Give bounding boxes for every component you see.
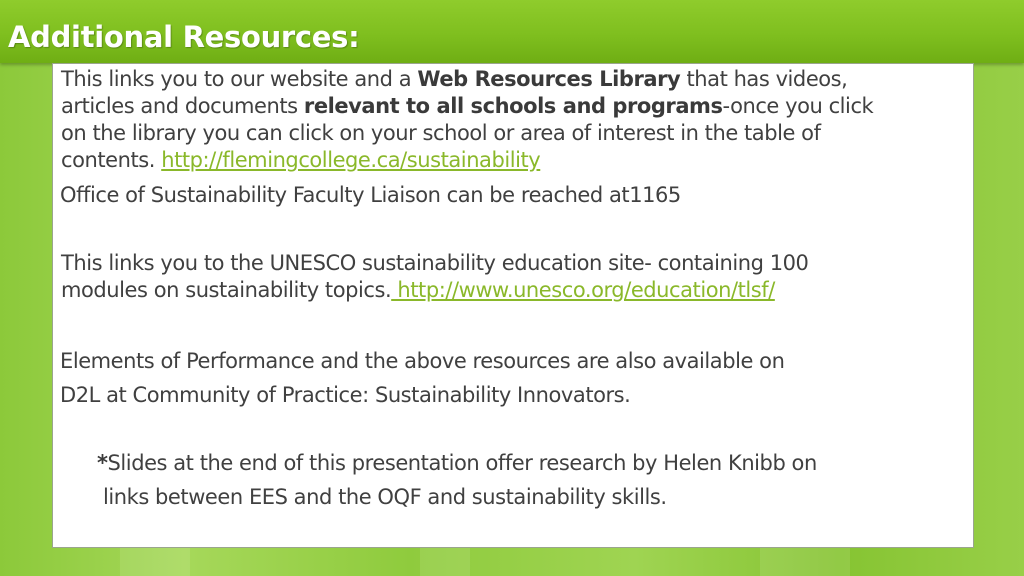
- title-bar: [0, 0, 1024, 63]
- bold-text: relevant to all schools and programs: [303, 94, 723, 118]
- text: D2L at Community of Practice: Sustainability Innovators.: [60, 383, 631, 407]
- text: articles and documents: [61, 94, 304, 118]
- text: modules on sustainability topics.: [61, 278, 392, 302]
- text: that has videos,: [680, 67, 848, 91]
- bold-text: Web Resources Library: [417, 67, 681, 91]
- text: -once you click: [722, 94, 874, 118]
- text: on the library you can click on your school or area of interest in the table of: [61, 121, 821, 145]
- text: contents.: [61, 148, 162, 172]
- text: This links you to our website and a: [61, 67, 418, 91]
- fleming-sustainability-link[interactable]: http://flemingcollege.ca/sustainability: [161, 148, 541, 172]
- text: Elements of Performance and the above resources are also available on: [60, 349, 785, 373]
- slide-title: Additional Resources:: [8, 20, 360, 54]
- text: links between EES and the OQF and sustainability skills.: [103, 485, 667, 509]
- paragraph-d2l: [60, 344, 784, 412]
- unesco-link[interactable]: http://www.unesco.org/education/tlsf/: [391, 278, 775, 302]
- paragraph-website: [61, 66, 873, 174]
- text: This links you to the UNESCO sustainability education site- containing 100: [61, 251, 809, 275]
- content-box: [52, 63, 974, 548]
- paragraph-unesco: [61, 250, 808, 304]
- paragraph-slides-note: [97, 446, 817, 514]
- text: Slides at the end of this presentation offer research by Helen Knibb on: [107, 451, 817, 475]
- paragraph-liaison: Office of Sustainability Faculty Liaison can be reached at1165: [60, 183, 681, 207]
- asterisk: *: [97, 451, 108, 475]
